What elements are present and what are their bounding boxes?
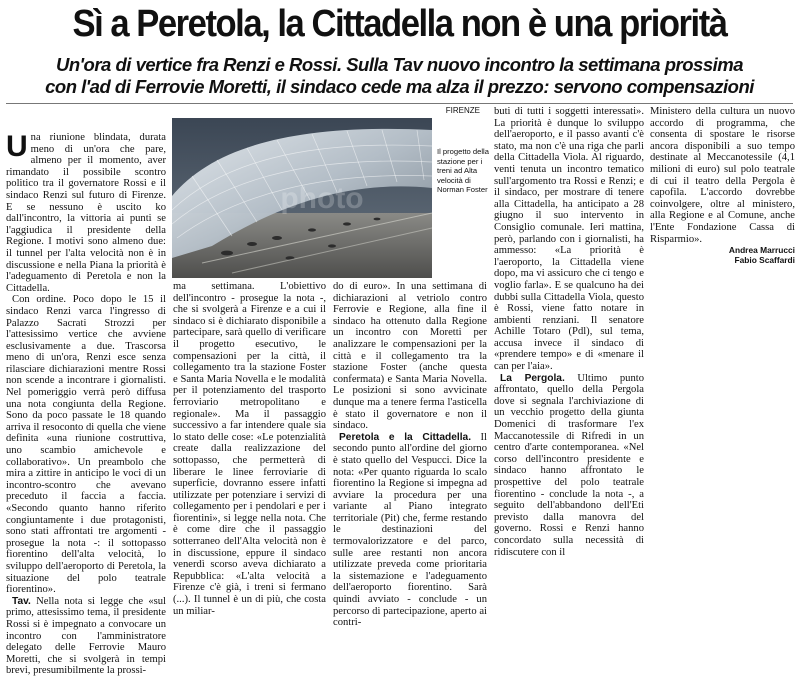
paragraph: ma settimana. L'obiettivo dell'incontro - prosegue la nota -, che si svolgerà a Firenze e a cui il sindaco si è dichiarato disponibile a partecipare, sarà quello di verificare il progetto esecutivo, le compensazioni per la città, il collegamento tra la stazione Foster e Santa Maria Novella e le modalità per il potenziamento del trasporto ferroviario metropolitano e regionale». Ma il passaggio successivo a far intendere quale sia lo stato delle cose: «Le potenzialità create dalla realizzazione del sottopasso, che permetterà di liberare le linee ferroviarie di superficie, dovranno essere infatti utilizzate per potenziare i servizi di collegamento per i pendolari e per i fiorentini», si legge nella nota. Che è come dire che il passaggio sotterraneo dell'Alta velocità non è in discussione, eppure il sindaco venerdì scorso aveva dichiarato a Repubblica: «L'alta velocità a Firenze c'è già, i treni si fermano (...). Il tunnel è un di più, che costa un miliar- xyxy=(173,281,326,617)
paragraph xyxy=(6,132,166,294)
section-label-peretola: Peretola e la Cittadella. xyxy=(339,431,472,443)
paragraph: buti di tutti i soggetti interessati». La priorità è dunque lo sviluppo dell'aeroporto, e il passo avanti c'è stato, ma non c'è una riga che parli della Cittadella Viola. Al riguardo, venti tenuta un incontro tematico sull'argomento tra Rossi e Renzi; e il sindaco, per mostrare di tenere alla Cittadella, ha anticipato a 28 giugno il suo intervento in Consiglio comunale. Ieri mattina, però, parlando con i giornalisti, ha ammesso: «La priorità è l'aeroporto, la Cittadella viene dopo, ma vi assicuro che ci tengo e voglio farla». E se qualcuno ha dei dubbi sulla Cittadella Viola, questo è Rossi, viene fatto notare in ambienti renziani. Il senatore Achille Totaro (Pdl), sul tema, accusa invece il sindaco di «prendere tempo» e di «menare il can per l'aia». xyxy=(494,106,644,373)
station-rendering-photo xyxy=(172,118,432,278)
section-rule xyxy=(6,103,793,104)
paragraph: Con ordine. Poco dopo le 15 il sindaco Renzi varca l'ingresso di Palazzo Sacrati Strozzi per l'attesissimo vertice che avviene esclusivamente a due. Trascorsa meno di un'ora, Renzi esce senza rilasciare dichiarazioni mentre Rossi non scende a incontrare i giornalisti. Nel pomeriggio verrà però diffusa una nota congiunta della Regione. Sono da poco passate le 18 quando arriva il resoconto di quella che viene definita «una riunione costruttiva, uno scambio amichevole e collaborativo». Un preambolo che mira a zittire in anticipo le voci di un incontro-scontro che avevano preceduto il faccia a faccia. «Secondo quanto hanno riferito congiuntamente i due protagonisti, sono stati affrontati tre argomenti - prosegue la nota -: il sottopasso fiorentino dell'alta velocità, lo sviluppo dell'aeroporto di Peretola, la situazione del polo teatrale fiorentino». xyxy=(6,294,166,596)
subheadline xyxy=(0,54,799,98)
station-canopy-illustration xyxy=(172,118,432,278)
article-column-4 xyxy=(494,106,644,558)
watermark-text: photo xyxy=(280,182,364,215)
paragraph: Ministero della cultura un nuovo accordo di programma, che consenta di spostare le risorse ancora disponibili a suo tempo destinate al Meccanotessile (4,1 milioni di euro) sul polo teatrale di cui il teatro della Pergola è capofila. L'accordo dovrebbe coinvolgere, oltre al ministero, alla Regione e al Comune, anche l'Ente Fondazione Cassa di Risparmio». xyxy=(650,106,795,245)
paragraph xyxy=(333,432,487,629)
photo-caption: Il progetto della stazione per i treni ad Alta velocità di Norman Foster xyxy=(437,147,489,195)
subheadline-line-1: Un'ora di vertice fra Renzi e Rossi. Sulla Tav nuovo incontro la settimana prossima xyxy=(56,54,743,75)
drop-cap: U xyxy=(6,130,28,163)
paragraph-text: Il secondo punto all'ordine del giorno è stato quello del Vespucci. Dice la nota: «Per quanto riguarda lo scalo fiorentino la Regione si impegna ad avviare la procedura per una variante al Piano integrato territoriale (Pit) che, ferme restando le destinazioni del termovalorizzatore e del parco, sulle aree restanti non ancora utilizzate preveda come prioritaria la sistemazione e l'adeguamento dell'aeroporto fiorentino. Sarà quindi avviato - conclude - un percorso di partecipazione, aperto ai contri- xyxy=(333,431,487,629)
section-label-pergola: La Pergola. xyxy=(500,372,565,384)
paragraph xyxy=(494,373,644,559)
paragraph-text: Ultimo punto affrontato, quello della Pergola dove si segnala l'archiviazione di un vecchio progetto della giunta Domenici di trasformare l'ex Maccanotessile di Rifredi in un centro d'arte contemporanea. «Nel corso dell'incontro presidente e sindaco hanno affrontato le prospettive del polo teatrale fiorentino - conclude la nota -, a seguito dell'abbandono dell'Eti previsto dalla manovra del governo. Rossi e Renzi hanno concordato sulla necessità di ridiscutere con il xyxy=(494,372,644,558)
article-column-1 xyxy=(6,130,166,677)
paragraph: do di euro». In una settimana di dichiarazioni al vetriolo contro Ferrovie e Regione, alla fine il sindaco ha ottenuto dalla Regione un incontro con Moretti per analizzare le compensazioni per la città e il collegamento tra la stazione Foster (anche questa confermata) e Santa Maria Novella. Le posizioni si sono avvicinate dunque ma a tenere ferma l'asticella è stato il governatore e non il sindaco. xyxy=(333,281,487,432)
section-label-tav: Tav. xyxy=(12,595,31,607)
author-signature-1: Andrea Marrucci xyxy=(728,245,795,256)
article-column-3 xyxy=(333,281,487,629)
paragraph-text: na riunione blindata, durata meno di un'ora che pare, almeno per il momento, aver rimandato il possibile scontro politico tra il governatore Rossi e il sindaco Renzi sul futuro di Firenze. E se nessuno è uscito ko dall'incontro, la vittoria ai punti se l'aggiudica il presidente della Regione. I motivi sono almeno due: il tunnel per l'alta velocità non è in discussione e nella Piana la priorità è l'adeguamento di Peretola e non la Cittadella. xyxy=(6,132,166,294)
subheadline-line-2: con l'ad di Ferrovie Moretti, il sindaco cede ma alza il prezzo: servono compensazioni xyxy=(45,76,754,97)
paragraph xyxy=(6,596,166,677)
dateline: FIRENZE xyxy=(445,106,480,115)
article-column-5 xyxy=(650,106,795,509)
paragraph-text: Nella nota si legge che «sul primo, attesissimo tema, il presidente Rossi si è impegnato a convocare un incontro con l'amministratore delegato delle Ferrovie Mauro Moretti, che si svolgerà in tempi brevi, presumibilmente la prossi- xyxy=(6,595,166,677)
author-signature-2: Fabio Scaffardi xyxy=(734,255,795,266)
article-column-2 xyxy=(173,281,326,617)
headline: Sì a Peretola, la Cittadella non è una priorità xyxy=(72,3,727,45)
